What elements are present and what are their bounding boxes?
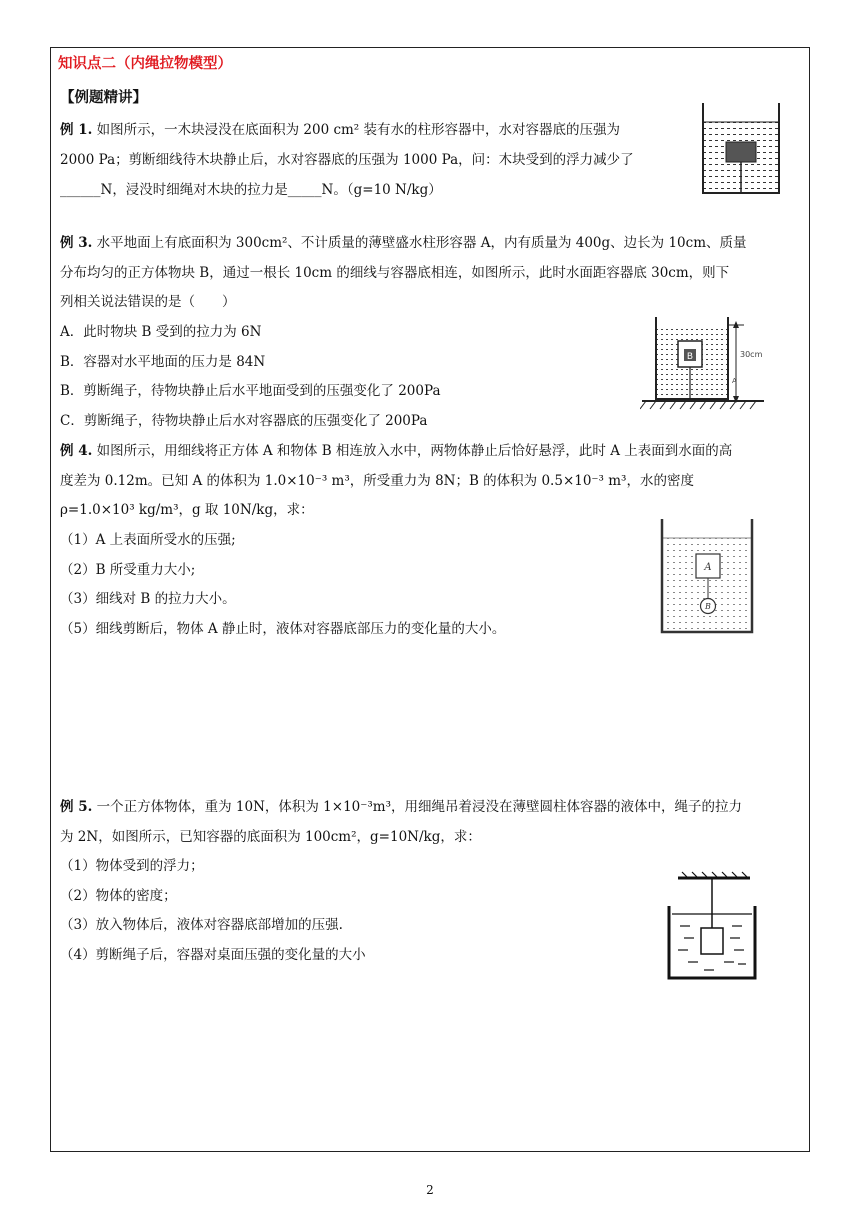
ex1-line-1: 例 1. 如图所示，一木块浸没在底面积为 200 cm² 装有水的柱形容器中，水对容器底的压强为 bbox=[60, 122, 621, 138]
ex4-fig-label-b: B bbox=[705, 602, 711, 611]
subheading: 【例题精讲】 bbox=[60, 90, 147, 106]
ex4-figure bbox=[660, 518, 754, 634]
ex5-line-1: 例 5. 一个正方体物体，重为 10N，体积为 1×10⁻³m³，用细绳吊着浸没在薄壁圆柱体容器的液体中，绳子的拉力 bbox=[60, 799, 742, 815]
ex3-tag: 例 3. bbox=[60, 235, 93, 251]
ex5-tag: 例 5. bbox=[60, 799, 93, 815]
ex1-figure bbox=[702, 102, 780, 194]
ex1-line-3: ______N，浸没时细绳对木块的拉力是_____N。（g=10 N/kg） bbox=[60, 182, 442, 198]
ex4-question-2: （2）B 所受重力大小; bbox=[60, 562, 196, 578]
ex4-line-2: 度差为 0.12m。已知 A 的体积为 1.0×10⁻³ m³，所受重力为 8N；B 的体积为 0.5×10⁻³ m³，水的密度 bbox=[60, 473, 694, 489]
ex3-line-3: 列相关说法错误的是（ ） bbox=[60, 294, 236, 310]
ex3-figure bbox=[640, 313, 766, 413]
ex4-line-3: ρ=1.0×10³ kg/m³，g 取 10N/kg，求： bbox=[60, 502, 314, 518]
ex4-tag: 例 4. bbox=[60, 443, 93, 459]
ex5-figure bbox=[664, 870, 762, 982]
ex4-question-3: （3）细线对 B 的拉力大小。 bbox=[60, 591, 236, 607]
ex3-option-c: C．剪断绳子，待物块静止后水对容器底的压强变化了 200Pa bbox=[60, 413, 428, 429]
ex3-line-1: 例 3. 水平地面上有底面积为 300cm²、不计质量的薄壁盛水柱形容器 A，内有质量为 400g、边长为 10cm、质量 bbox=[60, 235, 747, 251]
ex4-question-1: （1）A 上表面所受水的压强; bbox=[60, 532, 236, 548]
ex3-line-2: 分布均匀的正方体物块 B，通过一根长 10cm 的细线与容器底相连，如图所示，此时水面距容器底 30cm，则下 bbox=[60, 265, 730, 281]
ex5-line-2: 为 2N，如图所示，已知容器的底面积为 100cm²，g=10N/kg，求： bbox=[60, 829, 481, 845]
ex5-question-2: （2）物体的密度； bbox=[60, 888, 177, 904]
ex3-fig-label-h: 30cm bbox=[740, 350, 763, 359]
ex1-line-2: 2000 Pa；剪断细线待木块静止后，水对容器底的压强为 1000 Pa，问：木块受到的浮力减少了 bbox=[60, 152, 634, 168]
ex4-fig-label-a: A bbox=[704, 562, 712, 573]
ex3-option-b: B．容器对水平地面的压力是 84N bbox=[60, 354, 266, 370]
ex3-option-b2: B．剪断绳子，待物块静止后水平地面受到的压强变化了 200Pa bbox=[60, 383, 441, 399]
ex3-fig-label-b: B bbox=[686, 352, 694, 362]
ex3-fig-label-a: A bbox=[732, 377, 737, 385]
section-title: 知识点二（内绳拉物模型） bbox=[58, 56, 232, 72]
ex4-line-1: 例 4. 如图所示，用细线将正方体 A 和物体 B 相连放入水中，两物体静止后恰好悬浮，此时 A 上表面到水面的高 bbox=[60, 443, 733, 459]
ex5-question-1: （1）物体受到的浮力； bbox=[60, 858, 204, 874]
ex1-tag: 例 1. bbox=[60, 122, 93, 138]
ex5-question-3: （3）放入物体后，液体对容器底部增加的压强. bbox=[60, 917, 343, 933]
ex4-question-5: （5）细线剪断后，物体 A 静止时，液体对容器底部压力的变化量的大小。 bbox=[60, 621, 506, 637]
page-number: 2 bbox=[426, 1183, 434, 1197]
ex5-question-4: （4）剪断绳子后，容器对桌面压强的变化量的大小 bbox=[60, 947, 366, 963]
ex3-option-a: A．此时物块 B 受到的拉力为 6N bbox=[60, 324, 262, 340]
